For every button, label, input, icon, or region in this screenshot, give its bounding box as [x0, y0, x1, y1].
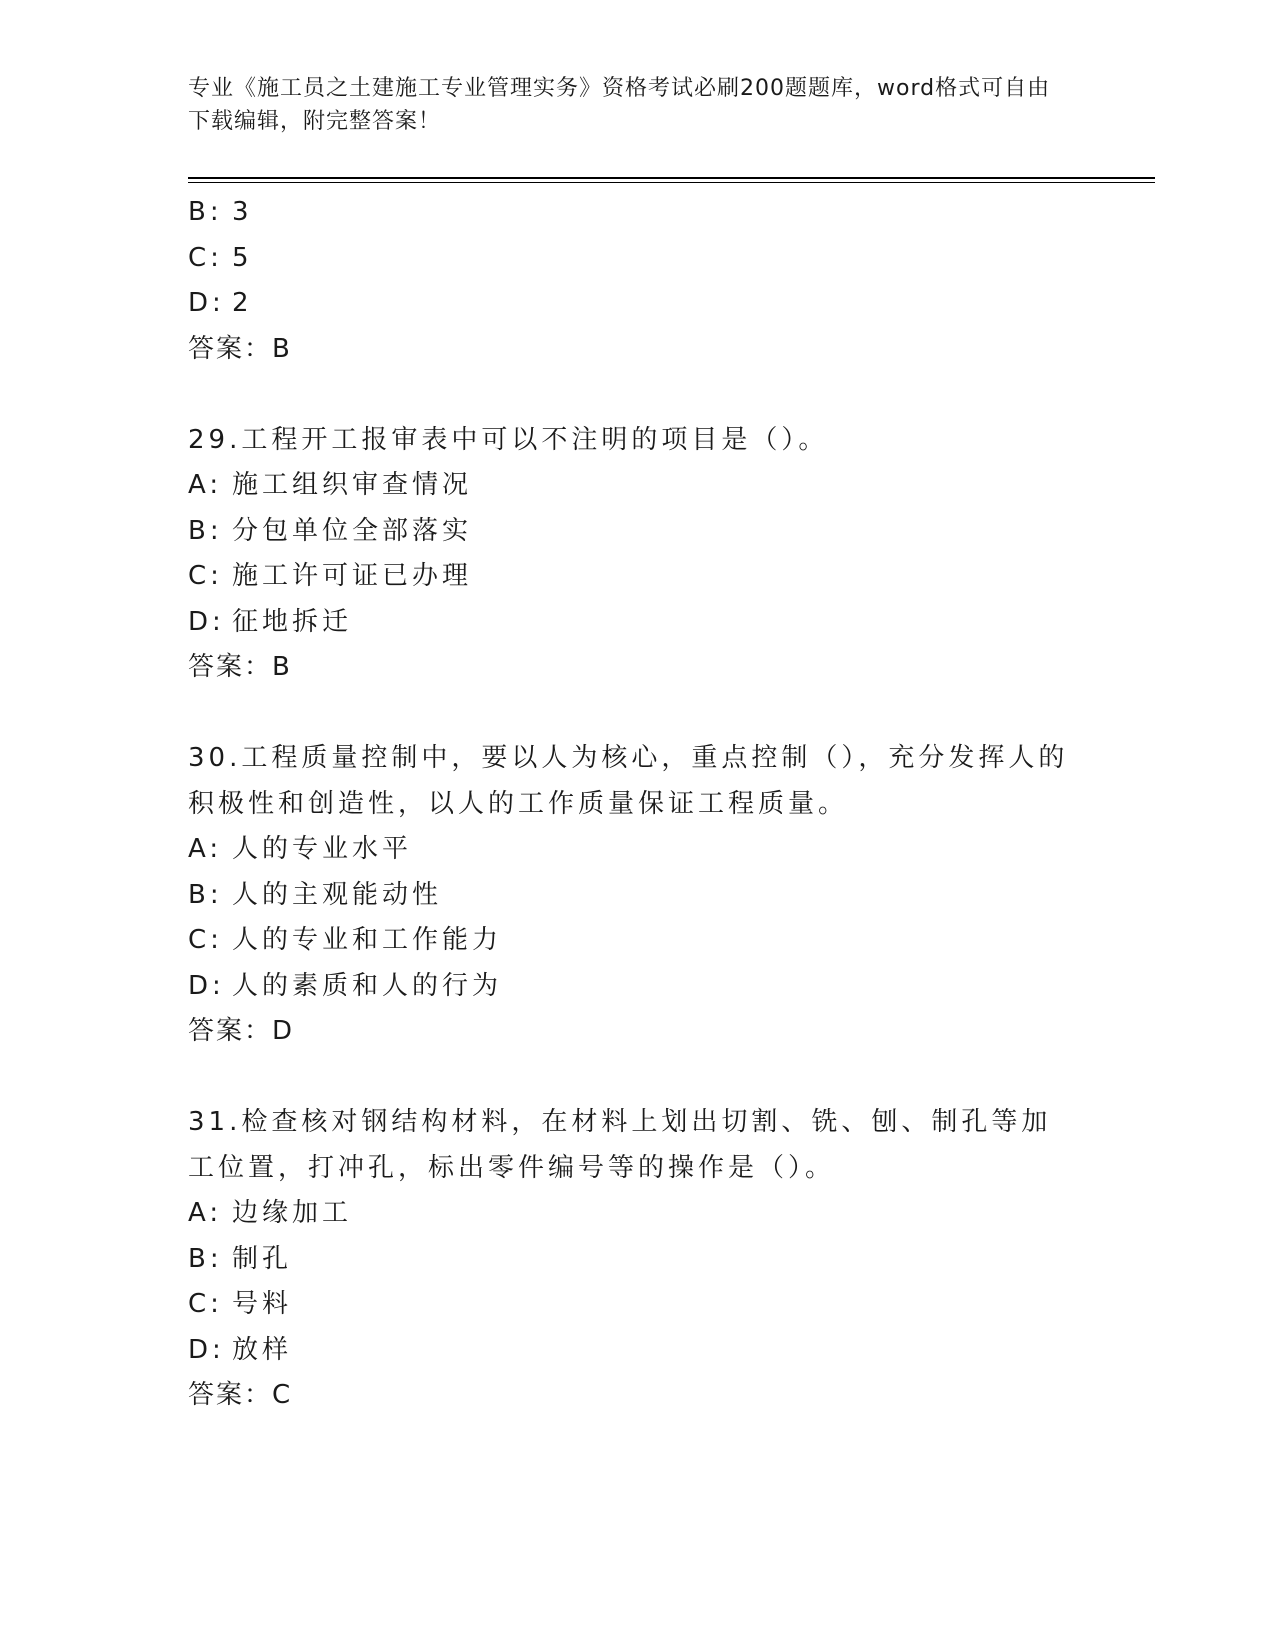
option-d	[188, 281, 1088, 327]
answer: 答案：B	[188, 333, 292, 364]
question-list	[188, 190, 1088, 1419]
option-key: A:	[188, 1198, 223, 1228]
answer: 答案：D	[188, 1016, 295, 1046]
option-text: 制孔	[232, 1243, 293, 1274]
option-c	[188, 554, 1088, 600]
spacer	[188, 1055, 1088, 1101]
option-text: 号料	[232, 1289, 293, 1319]
option-key: D:	[188, 1334, 225, 1365]
option-b	[188, 873, 1088, 919]
option-a	[188, 463, 1088, 509]
document-header: 专业《施工员之土建施工专业管理实务》资格考试必刷200题题库，word格式可自由下载编辑，附完整答案！	[188, 76, 1051, 134]
option-key: D:	[188, 970, 225, 1001]
option-key: A:	[188, 834, 223, 864]
question-stem: 31.检查核对钢结构材料，在材料上划出切割、铣、刨、制孔等加工位置，打冲孔，标出零件编号等的操作是（）。	[188, 1107, 1052, 1183]
option-key: B:	[188, 879, 223, 910]
header-rule-thick	[188, 177, 1155, 179]
option-b	[188, 1237, 1088, 1283]
question-30	[188, 736, 1088, 1055]
option-d	[188, 1328, 1088, 1374]
option-a	[188, 1191, 1088, 1237]
option-b	[188, 509, 1088, 555]
option-text: 放样	[232, 1334, 293, 1365]
option-c	[188, 918, 1088, 964]
option-key: A:	[188, 470, 223, 500]
option-c	[188, 1282, 1088, 1328]
option-b	[188, 190, 1088, 236]
option-a	[188, 827, 1088, 873]
option-text: 征地拆迁	[232, 606, 353, 637]
option-text: 2	[232, 288, 253, 318]
option-key: C:	[188, 561, 223, 591]
option-text: 5	[232, 242, 253, 273]
option-key: B:	[188, 515, 223, 546]
option-text: 分包单位全部落实	[232, 515, 473, 546]
answer: 答案：C	[188, 1380, 293, 1410]
option-d	[188, 600, 1088, 646]
option-text: 边缘加工	[232, 1198, 353, 1228]
option-text: 施工组织审查情况	[232, 470, 473, 500]
header-rule-thin	[188, 182, 1155, 183]
question-stem: 30.工程质量控制中，要以人为核心，重点控制（），充分发挥人的积极性和创造性，以人的工作质量保证工程质量。	[188, 743, 1069, 819]
question-31	[188, 1100, 1088, 1419]
question-29	[188, 418, 1088, 691]
option-text: 人的素质和人的行为	[232, 970, 503, 1001]
option-key: C:	[188, 925, 223, 955]
option-d	[188, 964, 1088, 1010]
option-key: C:	[188, 242, 223, 273]
spacer	[188, 691, 1088, 737]
spacer	[188, 372, 1088, 418]
option-text: 人的专业和工作能力	[232, 925, 503, 955]
option-c	[188, 236, 1088, 282]
option-key: D:	[188, 606, 225, 637]
question-28-continuation	[188, 190, 1088, 372]
option-text: 施工许可证已办理	[232, 561, 473, 591]
option-text: 人的专业水平	[232, 834, 413, 864]
question-stem: 29.工程开工报审表中可以不注明的项目是（）。	[188, 424, 829, 455]
option-text: 人的主观能动性	[232, 879, 443, 910]
option-key: B:	[188, 197, 223, 227]
option-key: D:	[188, 288, 225, 318]
answer: 答案：B	[188, 652, 292, 682]
option-key: B:	[188, 1243, 223, 1274]
option-key: C:	[188, 1289, 223, 1319]
option-text: 3	[232, 197, 253, 227]
